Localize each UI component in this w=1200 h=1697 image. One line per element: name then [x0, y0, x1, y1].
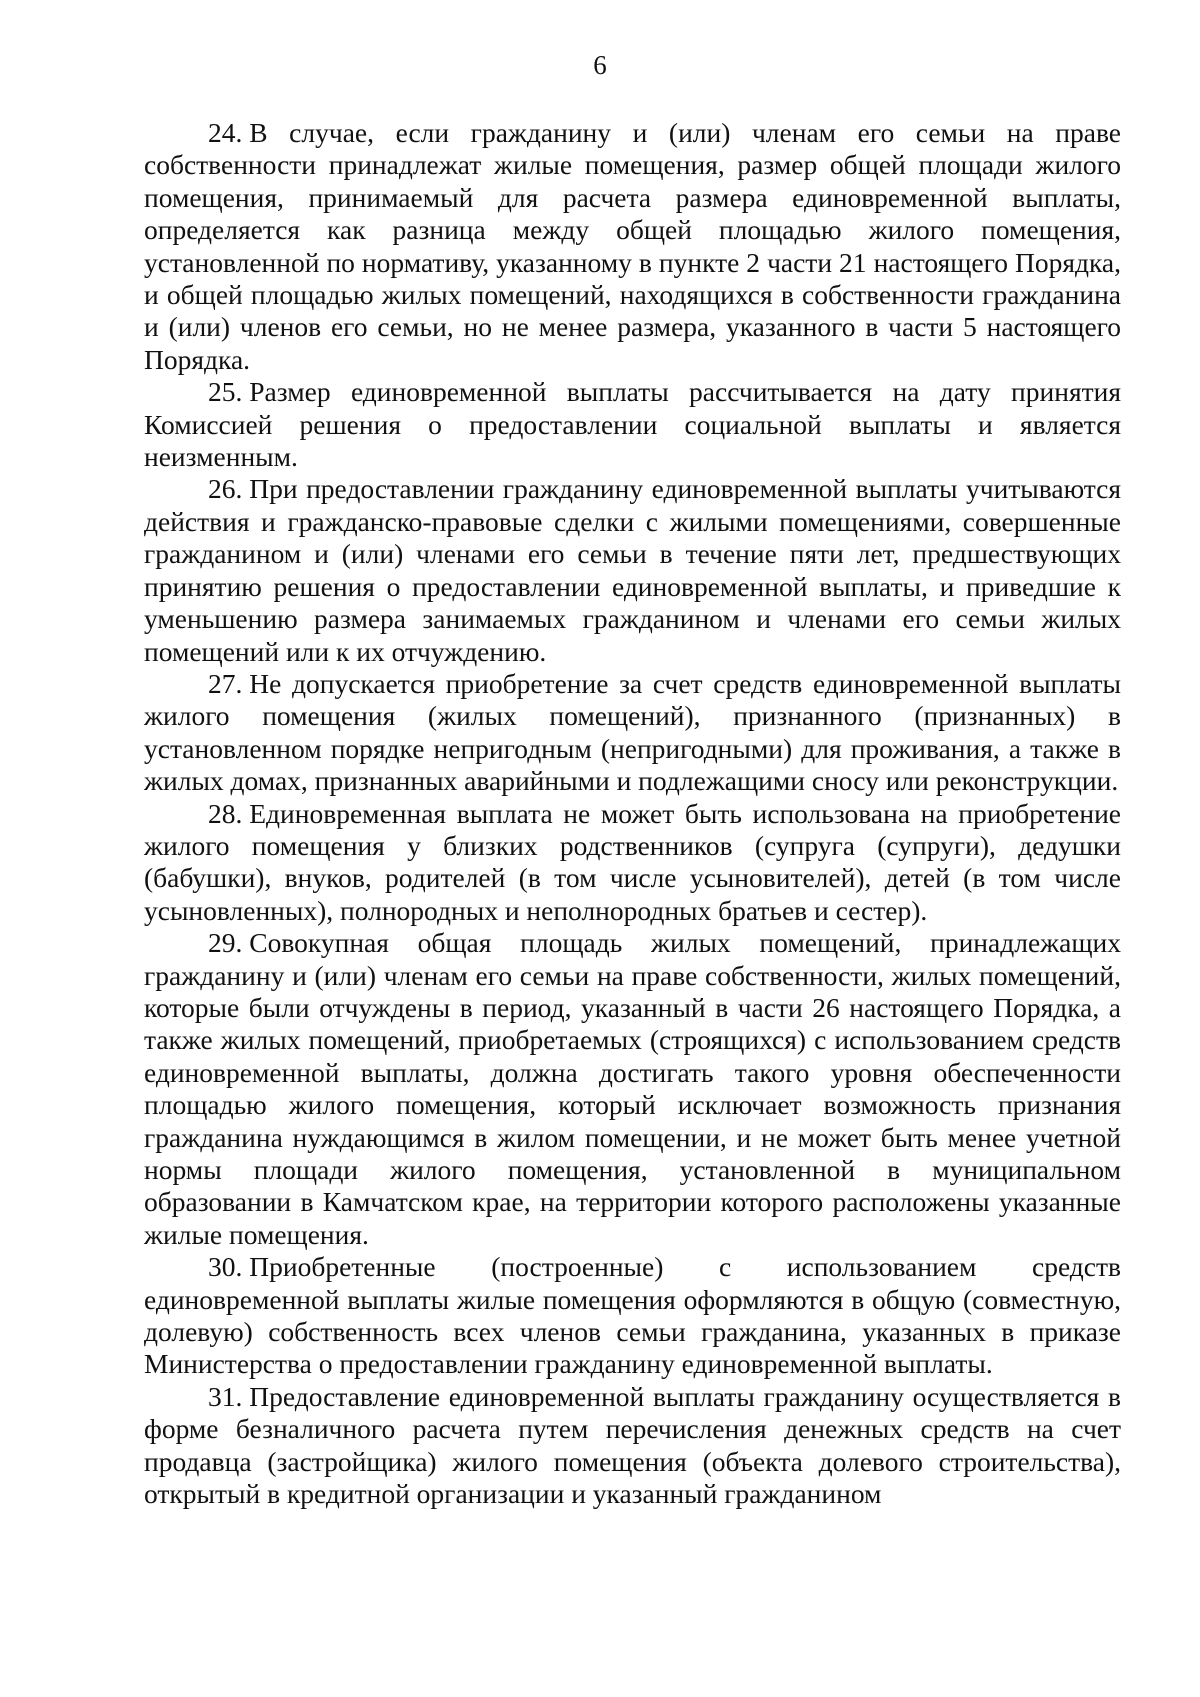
- paragraph-text: Не допускается приобретение за счет средств единовременной выплаты жилого помещения (жилых помещений), признанного (признанных) в установленном порядке непригодным (непригодными) для проживания, а также в жилых домах, признанных аварийными и подлежащими сносу или реконструкции.: [144, 667, 1121, 797]
- paragraph-number: 29.: [208, 927, 243, 959]
- paragraph-27: [144, 668, 1121, 798]
- page-number: 6: [593, 50, 607, 80]
- paragraph-number: 24.: [208, 117, 243, 148]
- paragraph-29: [144, 927, 1121, 1251]
- paragraph-26: [144, 473, 1121, 667]
- paragraph-text: Приобретенные (построенные) с использованием средств единовременной выплаты жилые помещения оформляются в общую (совместную, долевую) собственность всех членов семьи гражданина, указанных в приказе Министерства о предоставлении гражданину единовременной выплаты.: [144, 1251, 1121, 1380]
- paragraph-28: [144, 798, 1121, 928]
- document-body: [144, 117, 1121, 1510]
- paragraph-text: Совокупная общая площадь жилых помещений, принадлежащих гражданину и (или) членам его семьи на праве собственности, жилых помещений, которые были отчуждены в период, указанный в части 26 настоящего Порядка, а также жилых помещений, приобретаемых (строящихся) с использованием средств единовременной выплаты, должна достигать такого уровня обеспеченности площадью жилого помещения, который исключает возможность признания гражданина нуждающимся в жилом помещении, и не может быть менее учетной нормы площади жилого помещения, установленной в муниципальном образовании в Камчатском крае, на территории которого расположены указанные жилые помещения.: [144, 927, 1121, 1250]
- paragraph-text: Предоставление единовременной выплаты гражданину осуществляется в форме безналичного расчета путем перечисления денежных средств на счет продавца (застройщика) жилого помещения (объекта долевого строительства), открытый в кредитной организации и указанный гражданином: [144, 1380, 1121, 1510]
- paragraph-text: При предоставлении гражданину единовременной выплаты учитываются действия и гражданско-правовые сделки с жилыми помещениями, совершенные гражданином и (или) членами его семьи в течение пяти лет, предшествующих принятию решения о предоставлении единовременной выплаты, и приведшие к уменьшению размера занимаемых гражданином и членами его семьи жилых помещений или к их отчуждению.: [144, 473, 1121, 667]
- paragraph-text: Размер единовременной выплаты рассчитывается на дату принятия Комиссией решения о предоставлении социальной выплаты и является неизменным.: [144, 376, 1121, 473]
- paragraph-text: Единовременная выплата не может быть использована на приобретение жилого помещения у близких родственников (супруга (супруги), дедушки (бабушки), внуков, родителей (в том числе усыновителей), детей (в том числе усыновленных), полнородных и неполнородных братьев и сестер).: [144, 797, 1121, 926]
- paragraph-number: 26.: [208, 473, 243, 505]
- paragraph-number: 31.: [208, 1380, 243, 1412]
- paragraph-number: 28.: [208, 797, 243, 829]
- paragraph-number: 27.: [208, 667, 243, 699]
- paragraph-number: 30.: [208, 1251, 243, 1283]
- paragraph-text: В случае, если гражданину и (или) членам его семьи на праве собственности принадлежат жилые помещения, размер общей площади жилого помещения, принимаемый для расчета размера единовременной выплаты, определяется как разница между общей площадью жилого помещения, установленной по нормативу, указанному в пункте 2 части 21 настоящего Порядка, и общей площадью жилых помещений, находящихся в собственности гражданина и (или) членов его семьи, но не менее размера, указанного в части 5 настоящего Порядка.: [144, 117, 1121, 375]
- paragraph-31: [144, 1381, 1121, 1511]
- paragraph-30: [144, 1251, 1121, 1381]
- paragraph-number: 25.: [208, 376, 243, 408]
- paragraph-24: [144, 117, 1121, 376]
- paragraph-25: [144, 376, 1121, 473]
